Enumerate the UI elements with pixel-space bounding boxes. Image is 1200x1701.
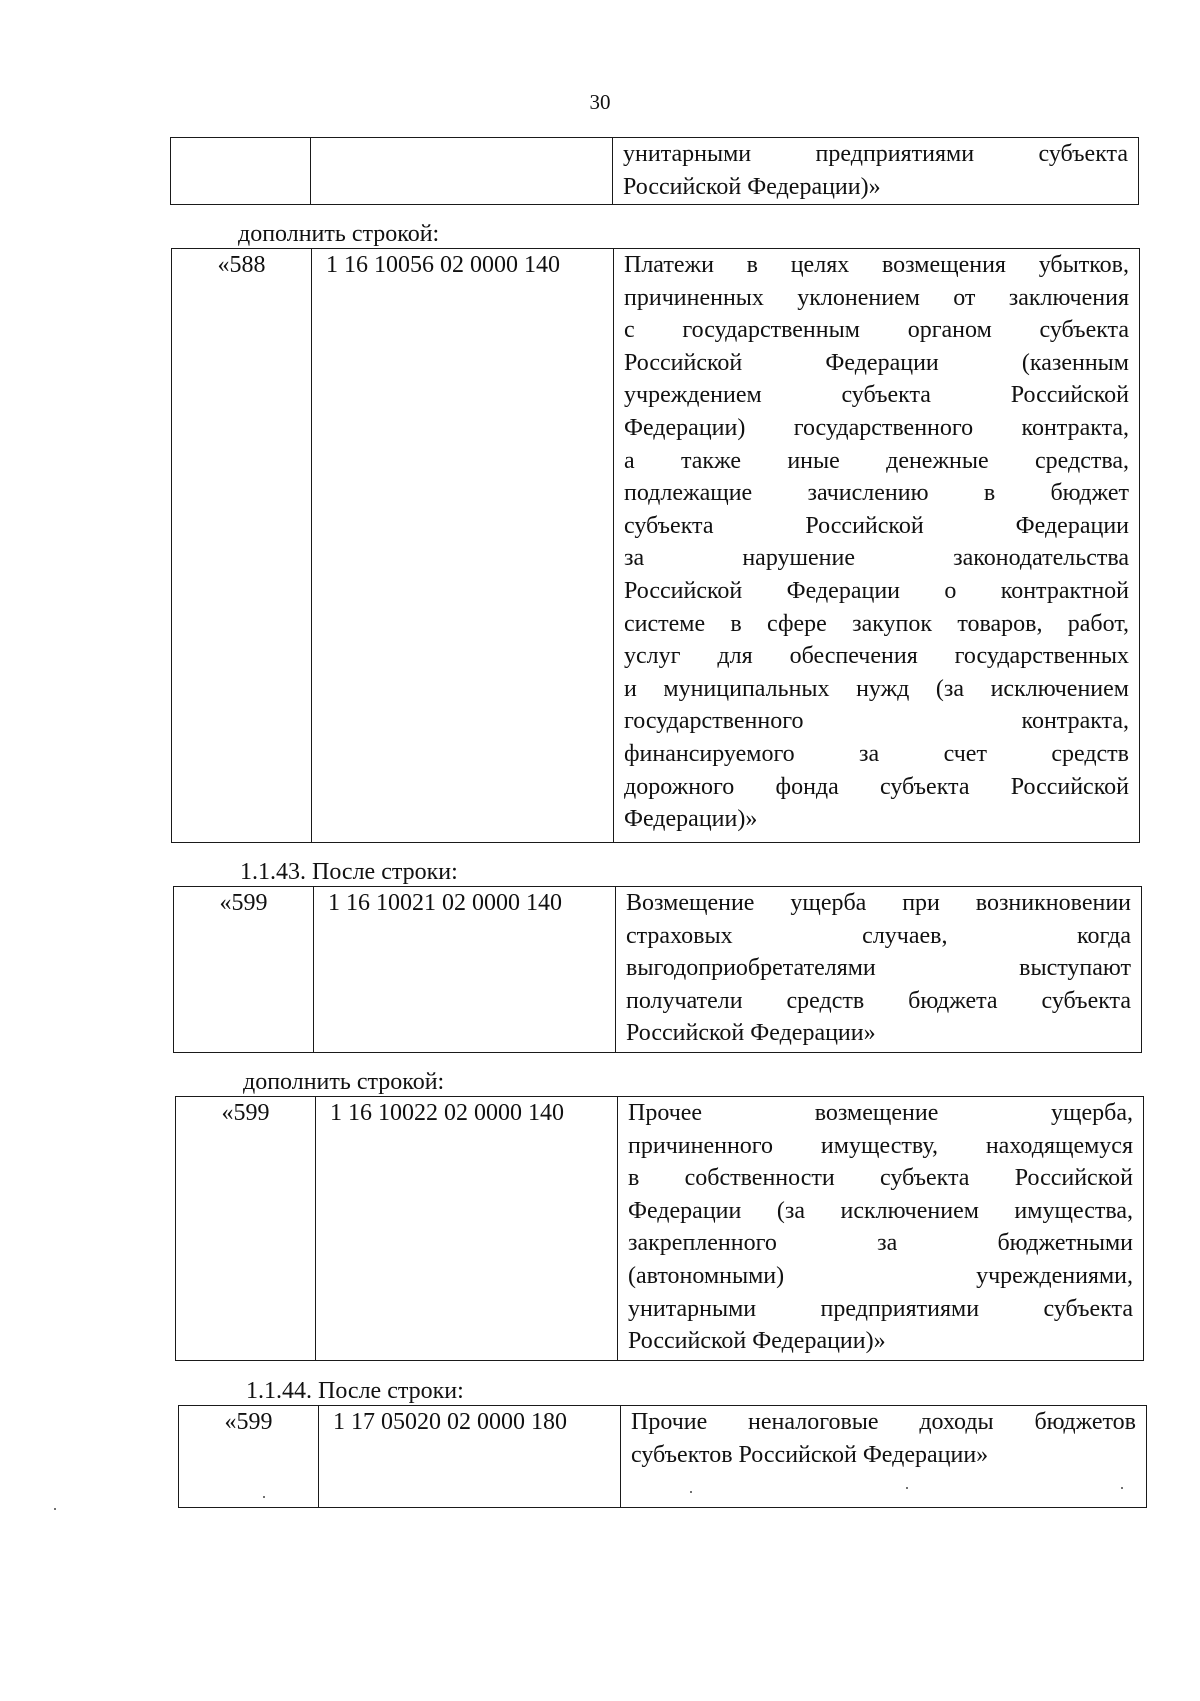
description-line: в собственности субъекта Российской <box>628 1165 1133 1192</box>
description-line: выгодоприобретателями выступают <box>626 955 1131 982</box>
instruction-text: 1.1.44. После строки: <box>246 1378 464 1404</box>
scan-speck <box>906 1487 908 1489</box>
row-code-cell: «599 <box>179 1406 319 1508</box>
row-description-cell <box>613 138 1139 205</box>
row-kbk-cell <box>311 138 613 205</box>
row-description-cell <box>618 1097 1144 1361</box>
description-line: а также иные денежные средства, <box>624 447 1129 474</box>
revenue-table-row-599-c <box>178 1405 1147 1508</box>
description-line: учреждением субъекта Российской <box>624 382 1129 409</box>
description-line: Российской Федерации (казенным <box>624 349 1129 376</box>
description-line: Платежи в целях возмещения убытков, <box>624 252 1129 278</box>
row-kbk-cell: 1 16 10021 02 0000 140 <box>314 887 616 1053</box>
description-line: получатели средств бюджета субъекта <box>626 987 1131 1014</box>
row-kbk-cell: 1 16 10022 02 0000 140 <box>316 1097 618 1361</box>
row-code-cell <box>171 138 311 205</box>
description-line: Прочие неналоговые доходы бюджетов <box>631 1409 1136 1435</box>
row-description-cell <box>614 249 1140 843</box>
description-line: унитарными предприятиями субъекта <box>628 1295 1133 1322</box>
description-line: унитарными предприятиями субъекта <box>623 141 1128 167</box>
instruction-text: дополнить строкой: <box>238 221 440 247</box>
scan-speck <box>54 1508 56 1510</box>
description-line: с государственным органом субъекта <box>624 317 1129 344</box>
description-line: Федерации)» <box>624 806 758 833</box>
description-line: и муниципальных нужд (за исключением <box>624 675 1129 702</box>
description-line: закрепленного за бюджетными <box>628 1230 1133 1257</box>
instruction-text: 1.1.43. После строки: <box>240 859 458 885</box>
table-row <box>171 138 1139 205</box>
description-line: за нарушение законодательства <box>624 545 1129 572</box>
table-row <box>174 887 1142 1053</box>
row-kbk-cell: 1 17 05020 02 0000 180 <box>319 1406 621 1508</box>
table-row <box>172 249 1140 843</box>
description-line: Прочее возмещение ущерба, <box>628 1100 1133 1126</box>
page-number: 30 <box>589 90 611 114</box>
table-row <box>176 1097 1144 1361</box>
description-line: причиненных уклонением от заключения <box>624 284 1129 311</box>
description-line: Российской Федерации» <box>626 1020 876 1047</box>
description-line: страховых случаев, когда <box>626 922 1131 949</box>
description-line: Российской Федерации)» <box>623 173 881 200</box>
row-description-cell <box>621 1406 1147 1508</box>
row-kbk-cell: 1 16 10056 02 0000 140 <box>312 249 614 843</box>
revenue-table-row-588 <box>171 248 1140 843</box>
description-line: подлежащие зачислению в бюджет <box>624 480 1129 507</box>
instruction-text: дополнить строкой: <box>243 1069 445 1095</box>
row-code-cell: «599 <box>174 887 314 1053</box>
description-line: Российской Федерации)» <box>628 1328 886 1355</box>
description-line: финансируемого за счет средств <box>624 740 1129 767</box>
revenue-table-row-599-b <box>175 1096 1144 1361</box>
description-line: Федерации) государственного контракта, <box>624 414 1129 441</box>
description-line: государственного контракта, <box>624 708 1129 735</box>
row-description-cell <box>616 887 1142 1053</box>
description-line: (автономными) учреждениями, <box>628 1262 1133 1289</box>
description-line: услуг для обеспечения государственных <box>624 643 1129 670</box>
row-code-cell: «599 <box>176 1097 316 1361</box>
scan-speck <box>263 1496 265 1498</box>
description-line: Российской Федерации о контрактной <box>624 577 1129 604</box>
description-line: причиненного имуществу, находящемуся <box>628 1132 1133 1159</box>
scan-speck <box>1121 1487 1123 1489</box>
revenue-table-row-599-a <box>173 886 1142 1053</box>
description-line: Возмещение ущерба при возникновении <box>626 890 1131 916</box>
description-line: субъектов Российской Федерации» <box>631 1441 989 1468</box>
description-line: дорожного фонда субъекта Российской <box>624 773 1129 800</box>
row-code-cell: «588 <box>172 249 312 843</box>
description-line: субъекта Российской Федерации <box>624 512 1129 539</box>
revenue-table-continuation <box>170 137 1139 205</box>
table-row <box>179 1406 1147 1508</box>
description-line: Федерации (за исключением имущества, <box>628 1197 1133 1224</box>
description-line: системе в сфере закупок товаров, работ, <box>624 610 1129 637</box>
scan-speck <box>690 1491 692 1493</box>
